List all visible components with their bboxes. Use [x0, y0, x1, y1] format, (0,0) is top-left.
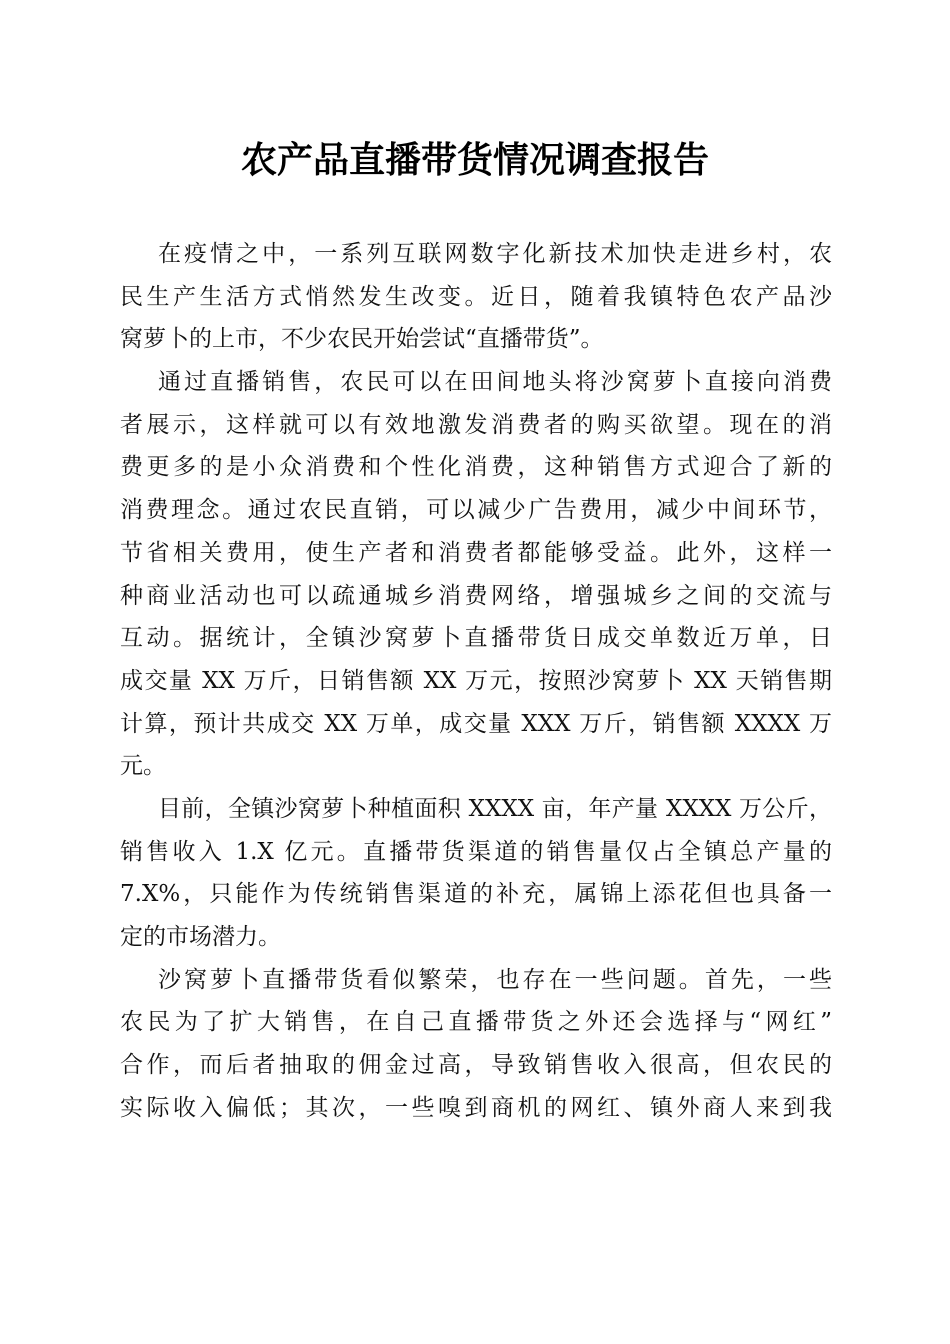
- paragraph-1: [120, 233, 832, 361]
- text-line: 在疫情之中，一系列互联网数字化新技术加快走进乡村，农: [158, 241, 832, 267]
- text-line: 沙窝萝卜直播带货看似繁荣，也存在一些问题。首先，一些: [158, 966, 832, 993]
- text-line: 种商业活动也可以疏通城乡消费网络，增强城乡之间的交流与: [120, 582, 832, 609]
- text-line: 费更多的是小众消费和个性化消费，这种销售方式迎合了新的: [120, 454, 832, 481]
- text-line: 合作，而后者抽取的佣金过高，导致销售收入很高，但农民的: [120, 1052, 832, 1079]
- text-line: 元。: [120, 753, 166, 780]
- text-line: 成交量 XX 万斤，日销售额 XX 万元，按照沙窝萝卜 XX 天销售期: [120, 667, 832, 694]
- text-line: 7.X%，只能作为传统销售渠道的补充，属锦上添花但也具备一: [120, 881, 832, 908]
- text-line: 窝萝卜的上市，不少农民开始尝试“直播带货”。: [120, 326, 604, 353]
- paragraph-3: [120, 788, 832, 959]
- text-line: 目前，全镇沙窝萝卜种植面积 XXXX 亩，年产量 XXXX 万公斤，: [158, 795, 832, 822]
- text-line: 实际收入偏低；其次，一些嗅到商机的网红、镇外商人来到我: [120, 1094, 832, 1121]
- document-title: 农产品直播带货情况调查报告: [240, 139, 709, 181]
- text-line: 计算，预计共成交 XX 万单，成交量 XXX 万斤，销售额 XXXX 万: [120, 710, 832, 737]
- document-body: [120, 233, 832, 1129]
- paragraph-2: [120, 361, 832, 788]
- text-line: 者展示，这样就可以有效地激发消费者的购买欲望。现在的消: [120, 411, 832, 438]
- text-line: 消费理念。通过农民直销，可以减少广告费用，减少中间环节，: [120, 497, 832, 524]
- text-line: 定的市场潜力。: [120, 924, 281, 950]
- paragraph-4: [120, 959, 832, 1130]
- text-line: 民生产生活方式悄然发生改变。近日，随着我镇特色农产品沙: [120, 283, 832, 310]
- text-line: 农民为了扩大销售，在自己直播带货之外还会选择与“网红”: [120, 1009, 832, 1036]
- text-line: 销售收入 1.X 亿元。直播带货渠道的销售量仅占全镇总产量的: [120, 838, 832, 865]
- text-line: 通过直播销售，农民可以在田间地头将沙窝萝卜直接向消费: [158, 369, 832, 396]
- text-line: 节省相关费用，使生产者和消费者都能够受益。此外，这样一: [120, 539, 832, 566]
- text-line: 互动。据统计，全镇沙窝萝卜直播带货日成交单数近万单，日: [120, 625, 832, 652]
